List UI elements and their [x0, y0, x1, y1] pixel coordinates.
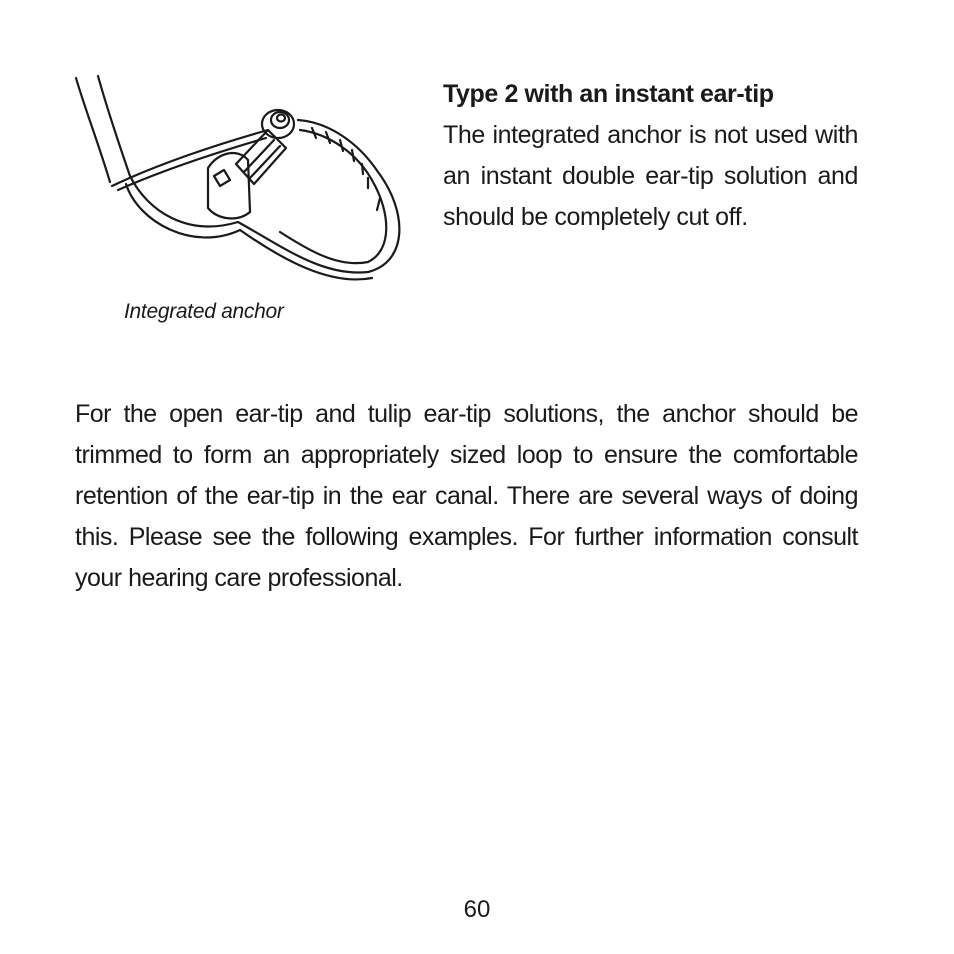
integrated-anchor-illustration — [68, 72, 408, 287]
main-paragraph: For the open ear-tip and tulip ear-tip solutions, the anchor should be trimmed to form an appropriately sized loop to ensure the comfortable retention of the ear-tip in the ear canal. There are several ways of doing this. Please see the following examples. For further information consult your hearing care professional. — [75, 400, 858, 592]
section-body-text: The integrated anchor is not used with an instant double ear-tip solution and should be completely cut off. — [443, 121, 858, 231]
side-section — [443, 74, 858, 238]
figure-caption: Integrated anchor — [124, 300, 284, 323]
hearing-aid-anchor-drawing — [68, 72, 408, 287]
page-number: 60 — [463, 896, 491, 923]
section-heading: Type 2 with an instant ear-tip — [443, 80, 774, 108]
